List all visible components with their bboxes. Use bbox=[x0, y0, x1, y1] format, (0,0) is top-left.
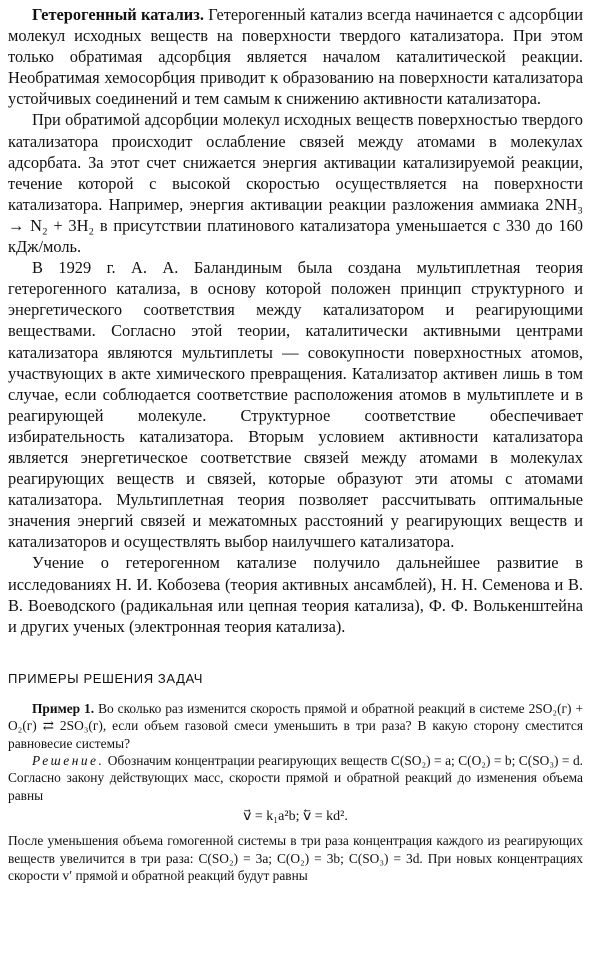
solution-label: Решение. bbox=[32, 753, 105, 769]
example-label: Пример 1. bbox=[32, 700, 95, 716]
paragraph-heterogeneous-intro bbox=[8, 4, 583, 109]
section-title: ПРИМЕРЫ РЕШЕНИЯ ЗАДАЧ bbox=[8, 670, 203, 686]
paragraph-further-development: Учение о гетерогенном катализе получило дальнейшее развитие в исследованиях Н. И. Кобозева (теория активных ансамблей), Н. Н. Семенова и В. В. Воеводского (радикальная или цепная теория катализа), Ф. Ф. Волькенштейна и других ученых (электронная теория катализа). bbox=[8, 553, 583, 636]
paragraph-lead-heading: Гетерогенный катализ. bbox=[32, 5, 204, 24]
solution-text: Обозначим концентрации реагирующих веществ C(SO₂) = a; C(O₂) = b; C(SO₃) = d. Согласно закону действующих масс, скорости прямой и обратной реакций до изменения объема равны bbox=[8, 753, 583, 803]
paragraph-text: Гетерогенный катализ всегда начинается с адсорбции молекул исходных веществ на поверхности твердого катализатора. При этом только обратимая адсорбция является началом каталитической реакции. Необратимая хемосорбция приводит к образованию на поверхности катализатора устойчивых соединений и тем самым к снижению активности катализатора. bbox=[8, 5, 584, 109]
paragraph-adsorption: При обратимой адсорбции молекул исходных веществ поверхностью твердого катализатора происходит ослабление связей между атомами в молекулах адсорбата. За этот счет снижается энергия активации катализируемой реакции, течение которой с высокой скоростью осуществляется на поверхности катализатора. Например, энергия активации реакции разложения аммиака 2NH₃ → N₂ + 3H₂ в присутствии платинового катализатора уменьшается с 330 до 160 кДж/моль. bbox=[8, 110, 583, 257]
rate-formula: v⃗ = k₁a²b; v⃖ = kd². bbox=[243, 809, 348, 825]
example-question bbox=[8, 700, 583, 752]
example-question-text: Во сколько раз изменится скорость прямой и обратной реакций в системе 2SO₂(г) + O₂(г) ⇄ 2SO₃(г), если объем газовой смеси уменьшить в три раза? В какую сторону сместится равновесие системы? bbox=[8, 700, 583, 751]
example-after-text: После уменьшения объема гомогенной системы в три раза концентрация каждого из реагирующих веществ увеличится в три раза: C(SO₂) = 3a; C(O₂) = 3b; C(SO₃) = 3d. При новых концентрациях скорости v′ прямой и обратной реакций будут равны bbox=[8, 833, 583, 884]
example-solution bbox=[8, 752, 583, 804]
paragraph-multiplet-theory: В 1929 г. А. А. Баландиным была создана мультиплетная теория гетерогенного катализа, в основу которой положен принцип структурного и энергетического соответствия между катализатором и реагирующими веществами. Согласно этой теории, каталитически активными центрами катализатора являются мультиплеты — совокупности поверхностных атомов, участвующих в акте химического превращения. Катализатор активен лишь в том случае, если соблюдается соответствие расположения атомов в мультиплете и в реагирующей молекуле. Структурное соответствие обеспечивает избирательность катализатора. Вторым условием активности катализатора является энергетическое соответствие связей между атомами в молекулах реагирующих веществ и связей, которые образуют эти атомы с атомами катализатора. Мультиплетная теория позволяет рассчитывать оптимальные значения энергий связей и межатомных расстояний у реагирующих веществ и катализаторов и осуществлять выбор наилучшего катализатора. bbox=[8, 258, 583, 552]
